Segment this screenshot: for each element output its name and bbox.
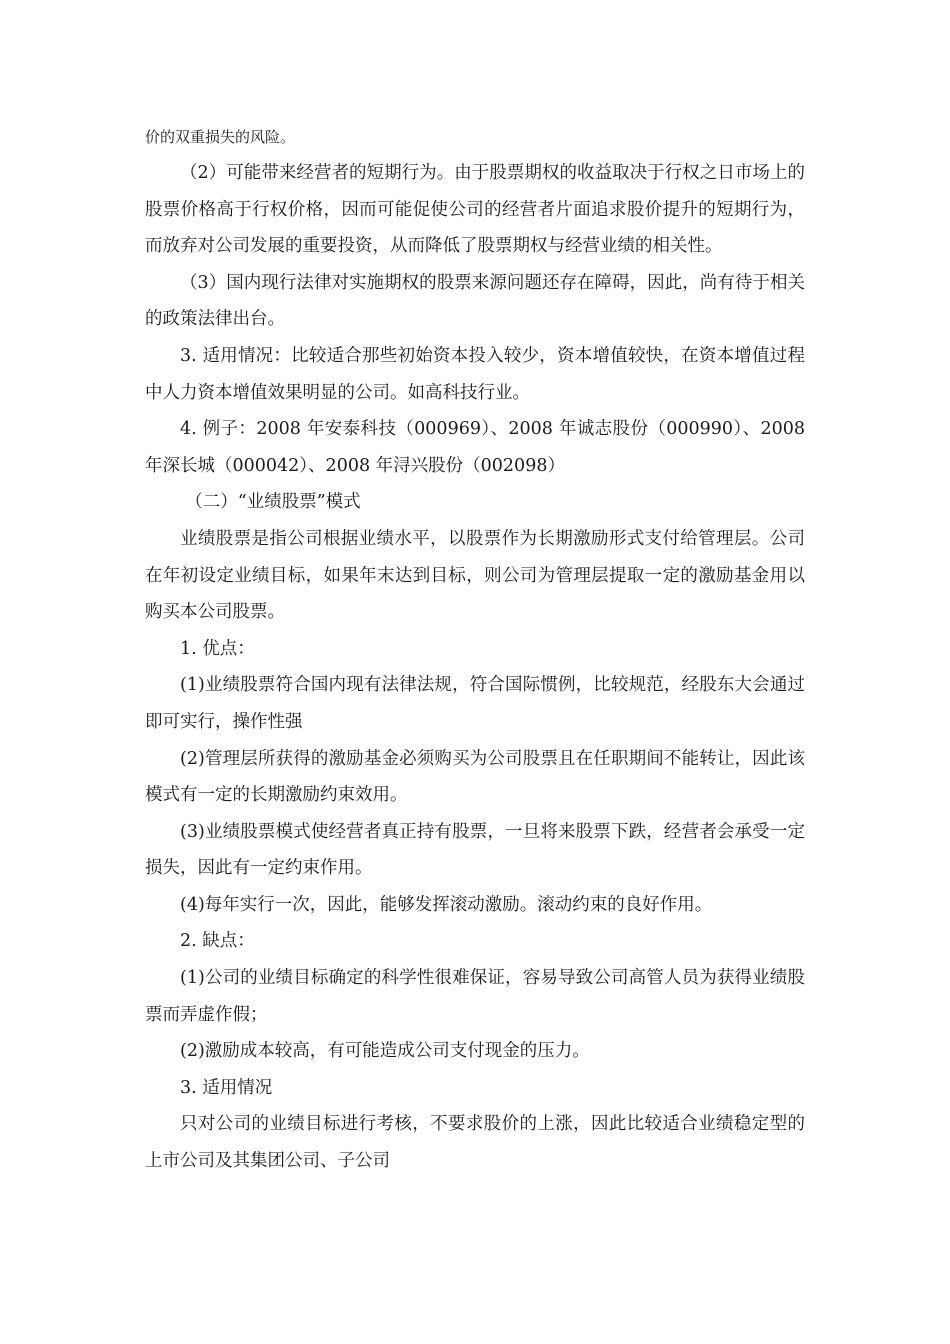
paragraph-applicable-companies: 只对公司的业绩目标进行考核，不要求股价的上涨，因此比较适合业绩稳定型的上市公司及其集团公司、子公司 bbox=[145, 1114, 805, 1172]
heading-applicable-situation: 3. 适用情况 bbox=[180, 1077, 273, 1098]
document-body bbox=[145, 155, 805, 1180]
advantage-item-2: (2)管理层所获得的激励基金必须购买为公司股票且在任职期间不能转让，因此该模式有一定的长期激励约束效用。 bbox=[145, 748, 805, 806]
paragraph-performance-stock-definition: 业绩股票是指公司根据业绩水平，以股票作为长期激励形式支付给管理层。公司在年初设定业绩目标，如果年末达到目标，则公司为管理层提取一定的激励基金用以购买本公司股票。 bbox=[145, 528, 805, 623]
section-heading-performance-stock: （二）“业绩股票”模式 bbox=[185, 492, 361, 513]
heading-disadvantages: 2. 缺点： bbox=[180, 931, 255, 952]
advantage-item-1: (1)业绩股票符合国内现有法律法规，符合国际惯例，比较规范，经股东大会通过即可实行，操作性强 bbox=[145, 675, 805, 732]
paragraph-applicable-situation: 3. 适用情况：比较适合那些初始资本投入较少，资本增值较快，在资本增值过程中人力资本增值效果明显的公司。如高科技行业。 bbox=[145, 345, 805, 403]
paragraph-legal-obstacle: （3）国内现行法律对实施期权的股票来源问题还存在障碍，因此，尚有待于相关的政策法律出台。 bbox=[145, 272, 805, 330]
paragraph-risk-short-term: （2）可能带来经营者的短期行为。由于股票期权的收益取决于行权之日市场上的股票价格高于行权价格，因而可能促使公司的经营者片面追求股价提升的短期行为，而放弃对公司发展的重要投资，从而降低了股票期权与经营业绩的相关性。 bbox=[145, 163, 805, 257]
advantage-item-3: (3)业绩股票模式使经营者真正持有股票，一旦将来股票下跌，经营者会承受一定损失，因此有一定约束作用。 bbox=[145, 821, 805, 879]
paragraph-examples: 4. 例子：2008 年安泰科技（000969）、2008 年诚志股份（000990）、2008 年深长城（000042）、2008 年浔兴股份（002098） bbox=[145, 419, 805, 476]
disadvantage-item-2: (2)激励成本较高，有可能造成公司支付现金的压力。 bbox=[180, 1041, 590, 1062]
disadvantage-item-1: (1)公司的业绩目标确定的科学性很难保证，容易导致公司高管人员为获得业绩股票而弄虚作假； bbox=[145, 968, 805, 1025]
advantage-item-4: (4)每年实行一次，因此，能够发挥滚动激励。滚动约束的良好作用。 bbox=[180, 894, 713, 915]
heading-advantages: 1. 优点： bbox=[180, 638, 255, 659]
continuation-line: 价的双重损失的风险。 bbox=[145, 128, 296, 146]
